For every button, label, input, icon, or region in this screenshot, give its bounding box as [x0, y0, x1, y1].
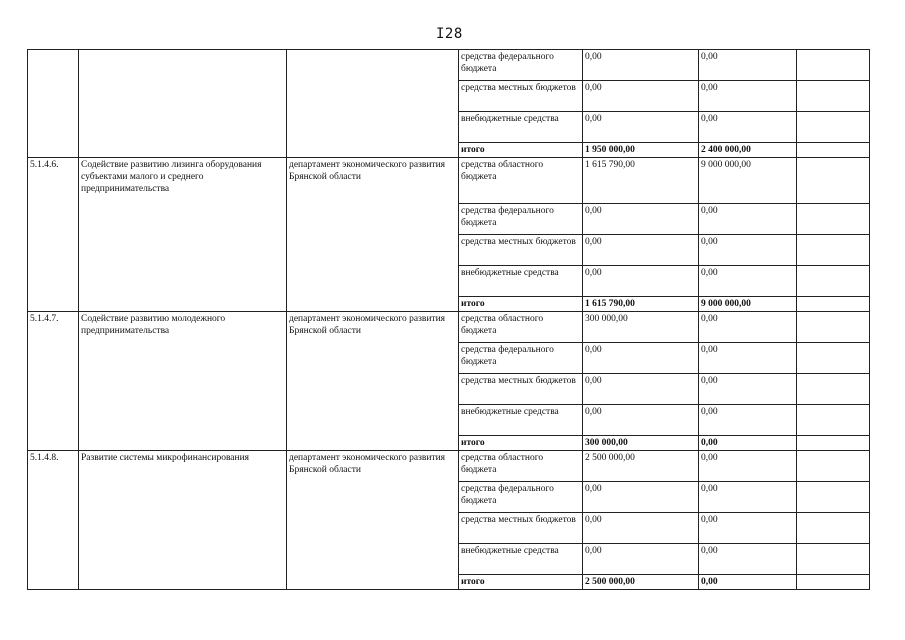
measure-executor: департамент экономического развития Брянской области — [287, 312, 459, 451]
measure-name: Содействие развитию молодежного предпринимательства — [79, 312, 287, 451]
amount-year-2: 0,00 — [699, 482, 797, 513]
amount-year-2: 0,00 — [699, 544, 797, 575]
funding-source: итого — [459, 436, 583, 451]
funding-source: внебюджетные средства — [459, 544, 583, 575]
empty-cell — [797, 266, 870, 297]
table-row — [28, 158, 870, 204]
empty-cell — [797, 143, 870, 158]
amount-year-2: 0,00 — [699, 204, 797, 235]
amount-year-2: 0,00 — [699, 436, 797, 451]
empty-cell — [797, 312, 870, 343]
amount-year-2: 0,00 — [699, 405, 797, 436]
amount-year-2: 0,00 — [699, 266, 797, 297]
funding-source: средства местных бюджетов — [459, 374, 583, 405]
page-number: I28 — [436, 26, 463, 42]
amount-year-2: 0,00 — [699, 312, 797, 343]
empty-cell — [797, 513, 870, 544]
amount-year-1: 0,00 — [583, 482, 699, 513]
funding-source: средства федерального бюджета — [459, 343, 583, 374]
empty-cell — [797, 158, 870, 204]
empty-cell — [797, 374, 870, 405]
amount-year-2: 0,00 — [699, 235, 797, 266]
empty-cell — [797, 451, 870, 482]
amount-year-1: 1 615 790,00 — [583, 297, 699, 312]
funding-source: внебюджетные средства — [459, 112, 583, 143]
empty-cell — [797, 235, 870, 266]
amount-year-1: 0,00 — [583, 374, 699, 405]
amount-year-1: 300 000,00 — [583, 436, 699, 451]
amount-year-1: 2 500 000,00 — [583, 451, 699, 482]
funding-source: средства федерального бюджета — [459, 50, 583, 81]
measure-code-cell — [28, 50, 79, 158]
amount-year-1: 0,00 — [583, 513, 699, 544]
empty-cell — [797, 436, 870, 451]
empty-cell — [797, 112, 870, 143]
empty-cell — [797, 204, 870, 235]
funding-source: средства местных бюджетов — [459, 235, 583, 266]
empty-cell — [797, 482, 870, 513]
table-row — [28, 312, 870, 343]
empty-cell — [797, 81, 870, 112]
funding-source: итого — [459, 297, 583, 312]
amount-year-2: 0,00 — [699, 343, 797, 374]
funding-source: средства местных бюджетов — [459, 513, 583, 544]
amount-year-1: 0,00 — [583, 266, 699, 297]
measure-name-cell — [79, 50, 287, 158]
funding-source: средства федерального бюджета — [459, 482, 583, 513]
funding-source: средства областного бюджета — [459, 312, 583, 343]
amount-year-1: 300 000,00 — [583, 312, 699, 343]
amount-year-2: 0,00 — [699, 374, 797, 405]
empty-cell — [797, 544, 870, 575]
measure-executor: департамент экономического развития Брянской области — [287, 158, 459, 312]
table-row — [28, 50, 870, 81]
funding-source: итого — [459, 143, 583, 158]
funding-source: внебюджетные средства — [459, 405, 583, 436]
empty-cell — [797, 297, 870, 312]
amount-year-1: 0,00 — [583, 50, 699, 81]
empty-cell — [797, 50, 870, 81]
amount-year-2: 0,00 — [699, 513, 797, 544]
amount-year-2: 9 000 000,00 — [699, 158, 797, 204]
funding-source: средства федерального бюджета — [459, 204, 583, 235]
amount-year-2: 9 000 000,00 — [699, 297, 797, 312]
funding-source: средства областного бюджета — [459, 158, 583, 204]
amount-year-1: 1 950 000,00 — [583, 143, 699, 158]
empty-cell — [797, 343, 870, 374]
table-row — [28, 451, 870, 482]
amount-year-1: 0,00 — [583, 204, 699, 235]
funding-source: средства местных бюджетов — [459, 81, 583, 112]
measure-code: 5.1.4.7. — [28, 312, 79, 451]
measure-code: 5.1.4.6. — [28, 158, 79, 312]
amount-year-1: 1 615 790,00 — [583, 158, 699, 204]
empty-cell — [797, 575, 870, 590]
funding-source: итого — [459, 575, 583, 590]
amount-year-2: 0,00 — [699, 112, 797, 143]
funding-source: средства областного бюджета — [459, 451, 583, 482]
measure-executor: департамент экономического развития Брянской области — [287, 451, 459, 590]
amount-year-2: 0,00 — [699, 575, 797, 590]
amount-year-1: 2 500 000,00 — [583, 575, 699, 590]
measure-code: 5.1.4.8. — [28, 451, 79, 590]
amount-year-2: 0,00 — [699, 81, 797, 112]
amount-year-2: 2 400 000,00 — [699, 143, 797, 158]
amount-year-1: 0,00 — [583, 235, 699, 266]
amount-year-1: 0,00 — [583, 112, 699, 143]
measure-name: Содействие развитию лизинга оборудования субъектами малого и среднего предпринимательства — [79, 158, 287, 312]
amount-year-1: 0,00 — [583, 544, 699, 575]
amount-year-2: 0,00 — [699, 451, 797, 482]
amount-year-1: 0,00 — [583, 343, 699, 374]
measure-name: Развитие системы микрофинансирования — [79, 451, 287, 590]
executor-cell — [287, 50, 459, 158]
amount-year-2: 0,00 — [699, 50, 797, 81]
funding-source: внебюджетные средства — [459, 266, 583, 297]
amount-year-1: 0,00 — [583, 405, 699, 436]
budget-table — [27, 49, 870, 590]
amount-year-1: 0,00 — [583, 81, 699, 112]
empty-cell — [797, 405, 870, 436]
